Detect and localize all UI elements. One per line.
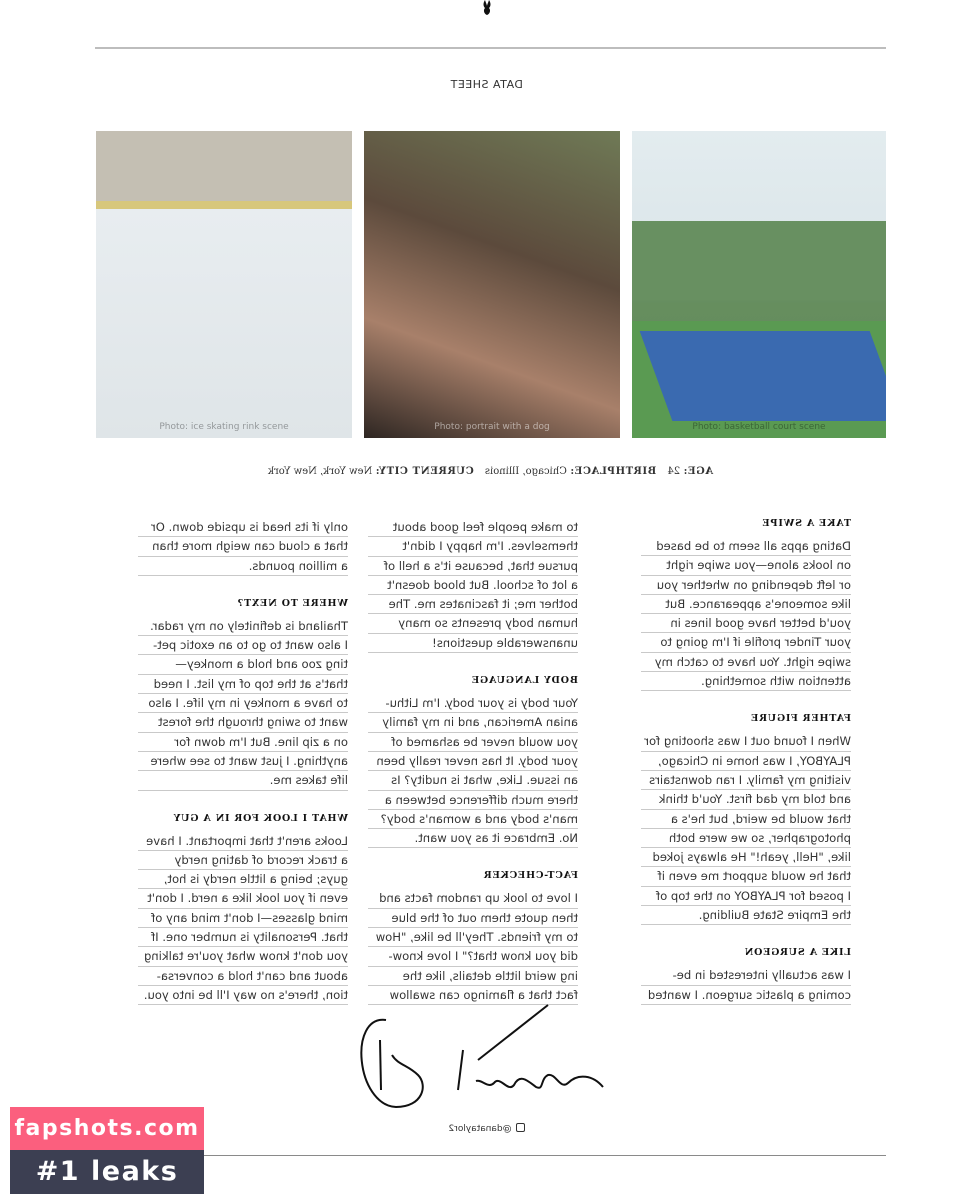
- text-line: you'd better have good lines in: [641, 614, 851, 633]
- text-line: did you know that?" I love know-: [368, 947, 578, 966]
- current-city-value: New York, New York: [267, 466, 373, 477]
- text-line: only if its head is upside down. Or: [138, 518, 348, 537]
- section-body: [368, 889, 578, 1005]
- photo-ice-rink: [96, 131, 352, 438]
- text-line: that would be weird, but he's a: [641, 810, 851, 829]
- top-divider: [95, 47, 886, 49]
- section-heading: LIKE A SURGEON: [743, 947, 851, 959]
- text-line: and told my dad first. You'd think: [641, 790, 851, 809]
- section-body: [368, 694, 578, 848]
- text-line: themselves. I'm happy I didn't: [368, 537, 578, 556]
- text-line: about and can't hold a conversa-: [138, 967, 348, 986]
- text-line: you don't know what you're talking: [138, 947, 348, 966]
- text-line: or left depending on whether you: [641, 576, 851, 595]
- text-line: man's body and a woman's body?: [368, 810, 578, 829]
- text-line: then quote them out of the blue: [368, 909, 578, 928]
- text-column-3: [96, 518, 348, 1027]
- text-line: that's at the top of my list. I need: [138, 675, 348, 694]
- text-line: pursue that, because it's a hell of: [368, 557, 578, 576]
- section-body: [138, 518, 348, 576]
- section-heading: WHAT I LOOK FOR IN A GUY: [172, 812, 348, 824]
- text-line: coming a plastic surgeon. I wanted: [641, 986, 851, 1005]
- section-heading: FATHER FIGURE: [750, 713, 851, 725]
- text-line: ting zoo and hold a monkey—: [138, 655, 348, 674]
- text-line: on looks alone—you swipe right: [641, 556, 851, 575]
- text-line: I also want to go to an exotic pet-: [138, 636, 348, 655]
- text-line: life takes me.: [138, 771, 348, 790]
- watermark-tagline: #1 leaks: [10, 1150, 204, 1194]
- section-heading: BODY LANGUAGE: [471, 675, 578, 687]
- text-line: attention with something.: [641, 672, 851, 691]
- current-city-label: CURRENT CITY:: [375, 466, 474, 477]
- text-line: to have a monkey in my life. I also: [138, 694, 348, 713]
- birthplace-value: Chicago, Illinois: [484, 466, 567, 477]
- text-column-2: [326, 518, 578, 1027]
- section-heading: FACT-CHECKER: [483, 870, 578, 882]
- text-line: fact that a flamingo can swallow: [368, 986, 578, 1005]
- text-line: that he would support me even if: [641, 867, 851, 886]
- signature: [348, 995, 618, 1115]
- photo-caption: Photo: basketball court scene: [692, 422, 826, 432]
- text-line: a million pounds.: [138, 557, 348, 576]
- text-line: the Empire State Building.: [641, 906, 851, 925]
- section-label: DATA SHEET: [450, 78, 523, 91]
- text-line: to make people feel good about: [368, 518, 578, 537]
- birthplace-label: BIRTHPLACE:: [569, 466, 657, 477]
- fact-line: [0, 466, 973, 477]
- text-line: a track record of dating nerdy: [138, 851, 348, 870]
- text-line: you would never be ashamed of: [368, 733, 578, 752]
- text-line: Your body is your body. I'm Lithu-: [368, 694, 578, 713]
- text-line: an issue. Like, what is nudity? Is: [368, 771, 578, 790]
- text-line: to my friends. They'll be like, "How: [368, 928, 578, 947]
- text-line: ing weird little details, like the: [368, 967, 578, 986]
- text-line: swipe right. You have to catch my: [641, 653, 851, 672]
- watermark-site: fapshots.com: [10, 1107, 204, 1150]
- watermark-badge: [10, 1107, 204, 1194]
- text-line: on a zip line. But I'm down for: [138, 733, 348, 752]
- text-line: your Tinder profile if I'm going to: [641, 633, 851, 652]
- text-line: unanswerable questions!: [368, 634, 578, 653]
- text-line: photographer, so we were both: [641, 829, 851, 848]
- bottom-divider: [95, 1155, 886, 1156]
- text-line: I posed for PLAYBOY on the top of: [641, 887, 851, 906]
- text-line: anian American, and in my family: [368, 713, 578, 732]
- text-line: human body presents so many: [368, 614, 578, 633]
- age-label: AGE:: [683, 466, 714, 477]
- section-heading: WHERE TO NEXT?: [236, 597, 348, 609]
- section-body: [138, 617, 348, 791]
- section-heading: TAKE A SWIPE: [761, 518, 851, 529]
- section-body: [641, 732, 851, 925]
- instagram-icon: [516, 1123, 525, 1132]
- text-line: guys; being a little nerdy is hot,: [138, 870, 348, 889]
- text-line: like someone's appearance. But: [641, 595, 851, 614]
- instagram-handle: @danataylor2: [448, 1124, 512, 1134]
- section-body: [641, 966, 851, 1005]
- text-line: even if you look like a nerd. I don't: [138, 889, 348, 908]
- text-line: want to swing through the forest: [138, 713, 348, 732]
- photo-caption: Photo: ice skating rink scene: [159, 422, 289, 432]
- text-column-1: [599, 518, 851, 1027]
- text-line: tion, there's no way I'll be into you.: [138, 986, 348, 1005]
- text-line: that. Personality is number one. If: [138, 928, 348, 947]
- text-line: a lot of school. But blood doesn't: [368, 576, 578, 595]
- photo-basketball: [632, 131, 886, 438]
- text-line: Dating apps all seem to be based: [641, 537, 851, 556]
- text-line: like, "Hell, yeah!" He always joked: [641, 848, 851, 867]
- rabbit-head-logo-icon: [477, 0, 497, 16]
- text-line: Thailand is definitely on my radar.: [138, 617, 348, 636]
- text-line: there much difference between a: [368, 791, 578, 810]
- section-body: [368, 518, 578, 653]
- age-value: 24: [667, 466, 681, 477]
- text-line: When I found out I was shooting for: [641, 732, 851, 751]
- text-line: anything. I just want to see where: [138, 752, 348, 771]
- text-line: bother me; it fascinates me. The: [368, 595, 578, 614]
- text-line: I love to look up random facts and: [368, 889, 578, 908]
- text-line: No. Embrace it as you want.: [368, 829, 578, 848]
- text-line: that a cloud can weigh more than: [138, 537, 348, 556]
- section-body: [138, 832, 348, 1006]
- text-line: Looks aren't that important. I have: [138, 832, 348, 851]
- section-body: [641, 537, 851, 691]
- photo-portrait: [364, 131, 620, 438]
- text-line: mind glasses—I don't mind any of: [138, 909, 348, 928]
- text-line: I was actually interested in be-: [641, 966, 851, 985]
- text-line: PLAYBOY, I was home in Chicago,: [641, 752, 851, 771]
- text-line: visiting my family. I ran downstairs: [641, 771, 851, 790]
- photo-caption: Photo: portrait with a dog: [434, 422, 550, 432]
- text-line: your body. It has never really been: [368, 752, 578, 771]
